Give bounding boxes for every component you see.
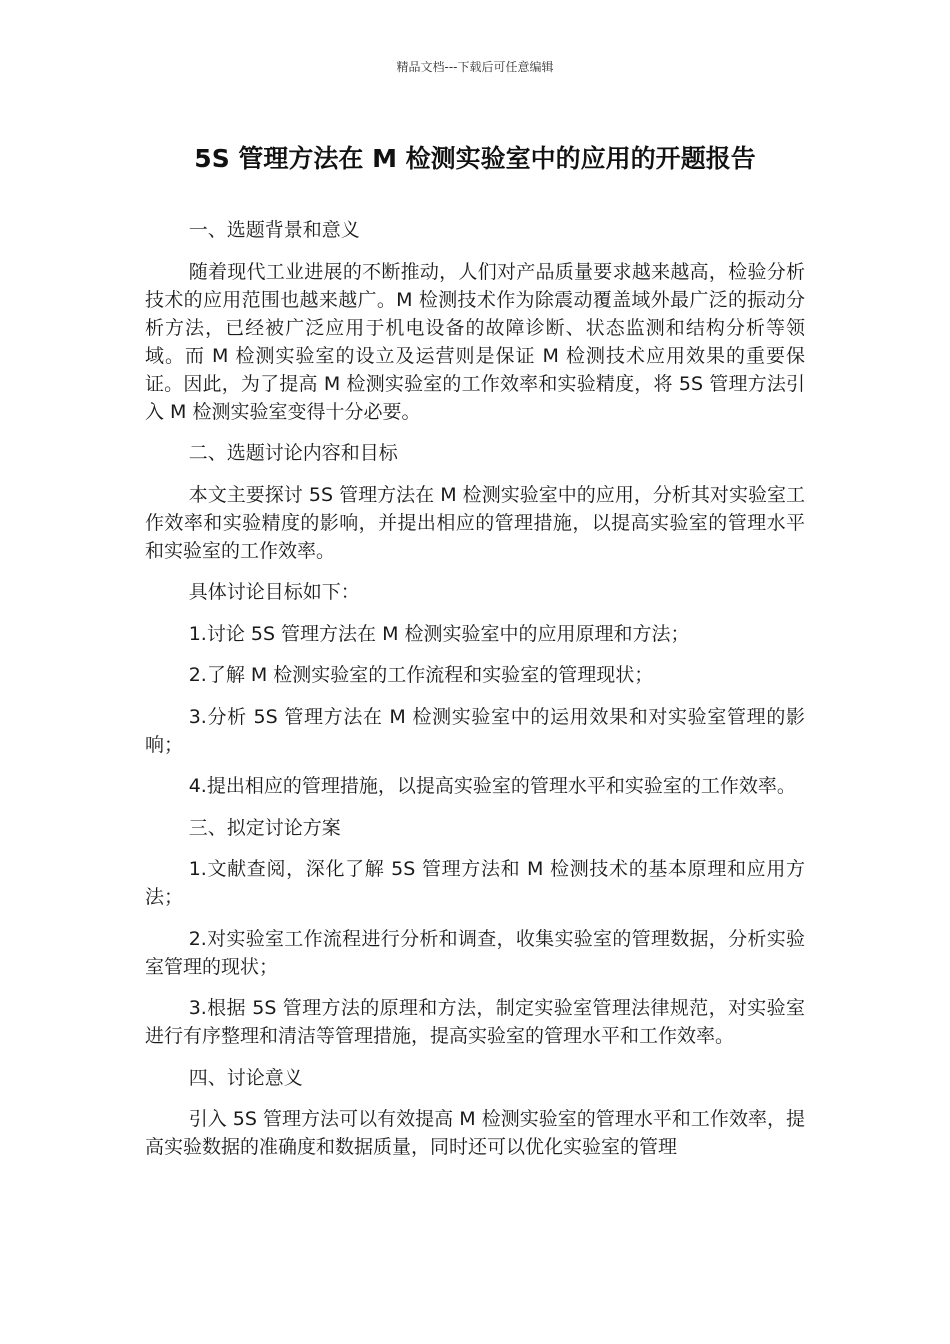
document-body xyxy=(145,216,805,1175)
section-heading-plan: 三、拟定讨论方案 xyxy=(188,816,341,839)
paragraph-goals-intro: 具体讨论目标如下： xyxy=(188,581,360,603)
section-heading-background: 一、选题背景和意义 xyxy=(188,219,360,241)
list-item-goal-1: 1.讨论 5S 管理方法在 M 检测实验室中的应用原理和方法； xyxy=(188,622,690,645)
section-heading-content: 二、选题讨论内容和目标 xyxy=(188,442,398,464)
list-item-plan-2: 2.对实验室工作流程进行分析和调查，收集实验室的管理数据，分析实验室管理的现状； xyxy=(145,927,805,978)
list-item-goal-4: 4.提出相应的管理措施，以提高实验室的管理水平和实验室的工作效率。 xyxy=(188,775,796,797)
list-item-plan-3: 3.根据 5S 管理方法的原理和方法，制定实验室管理法律规范，对实验室进行有序整理和清洁等管理措施，提高实验室的管理水平和工作效率。 xyxy=(145,997,805,1047)
paragraph-background: 随着现代工业进展的不断推动，人们对产品质量要求越来越高，检验分析技术的应用范围也越来越广。M 检测技术作为除震动覆盖域外最广泛的振动分析方法，已经被广泛应用于机电设备的故障诊断、状态监测和结构分析等领域。而 M 检测实验室的设立及运营则是保证 M 检测技术应用效果的重要保证。因此，为了提高 M 检测实验室的工作效率和实验精度，将 5S 管理方法引入 M 检测实验室变得十分必要。 xyxy=(145,260,805,423)
header-note: 精品文档---下载后可任意编辑 xyxy=(396,60,554,74)
list-item-plan-1: 1.文献查阅，深化了解 5S 管理方法和 M 检测技术的基本原理和应用方法； xyxy=(145,858,805,908)
list-item-goal-3: 3.分析 5S 管理方法在 M 检测实验室中的运用效果和对实验室管理的影响； xyxy=(145,705,805,756)
paragraph-significance: 引入 5S 管理方法可以有效提高 M 检测实验室的管理水平和工作效率，提高实验数据的准确度和数据质量，同时还可以优化实验室的管理 xyxy=(145,1108,805,1158)
document-title: 5S 管理方法在 M 检测实验室中的应用的开题报告 xyxy=(194,144,756,173)
paragraph-content: 本文主要探讨 5S 管理方法在 M 检测实验室中的应用，分析其对实验室工作效率和实验精度的影响，并提出相应的管理措施，以提高实验室的管理水平和实验室的工作效率。 xyxy=(145,483,805,562)
section-heading-significance: 四、讨论意义 xyxy=(188,1066,303,1089)
list-item-goal-2: 2.了解 M 检测实验室的工作流程和实验室的管理现状； xyxy=(188,664,654,686)
